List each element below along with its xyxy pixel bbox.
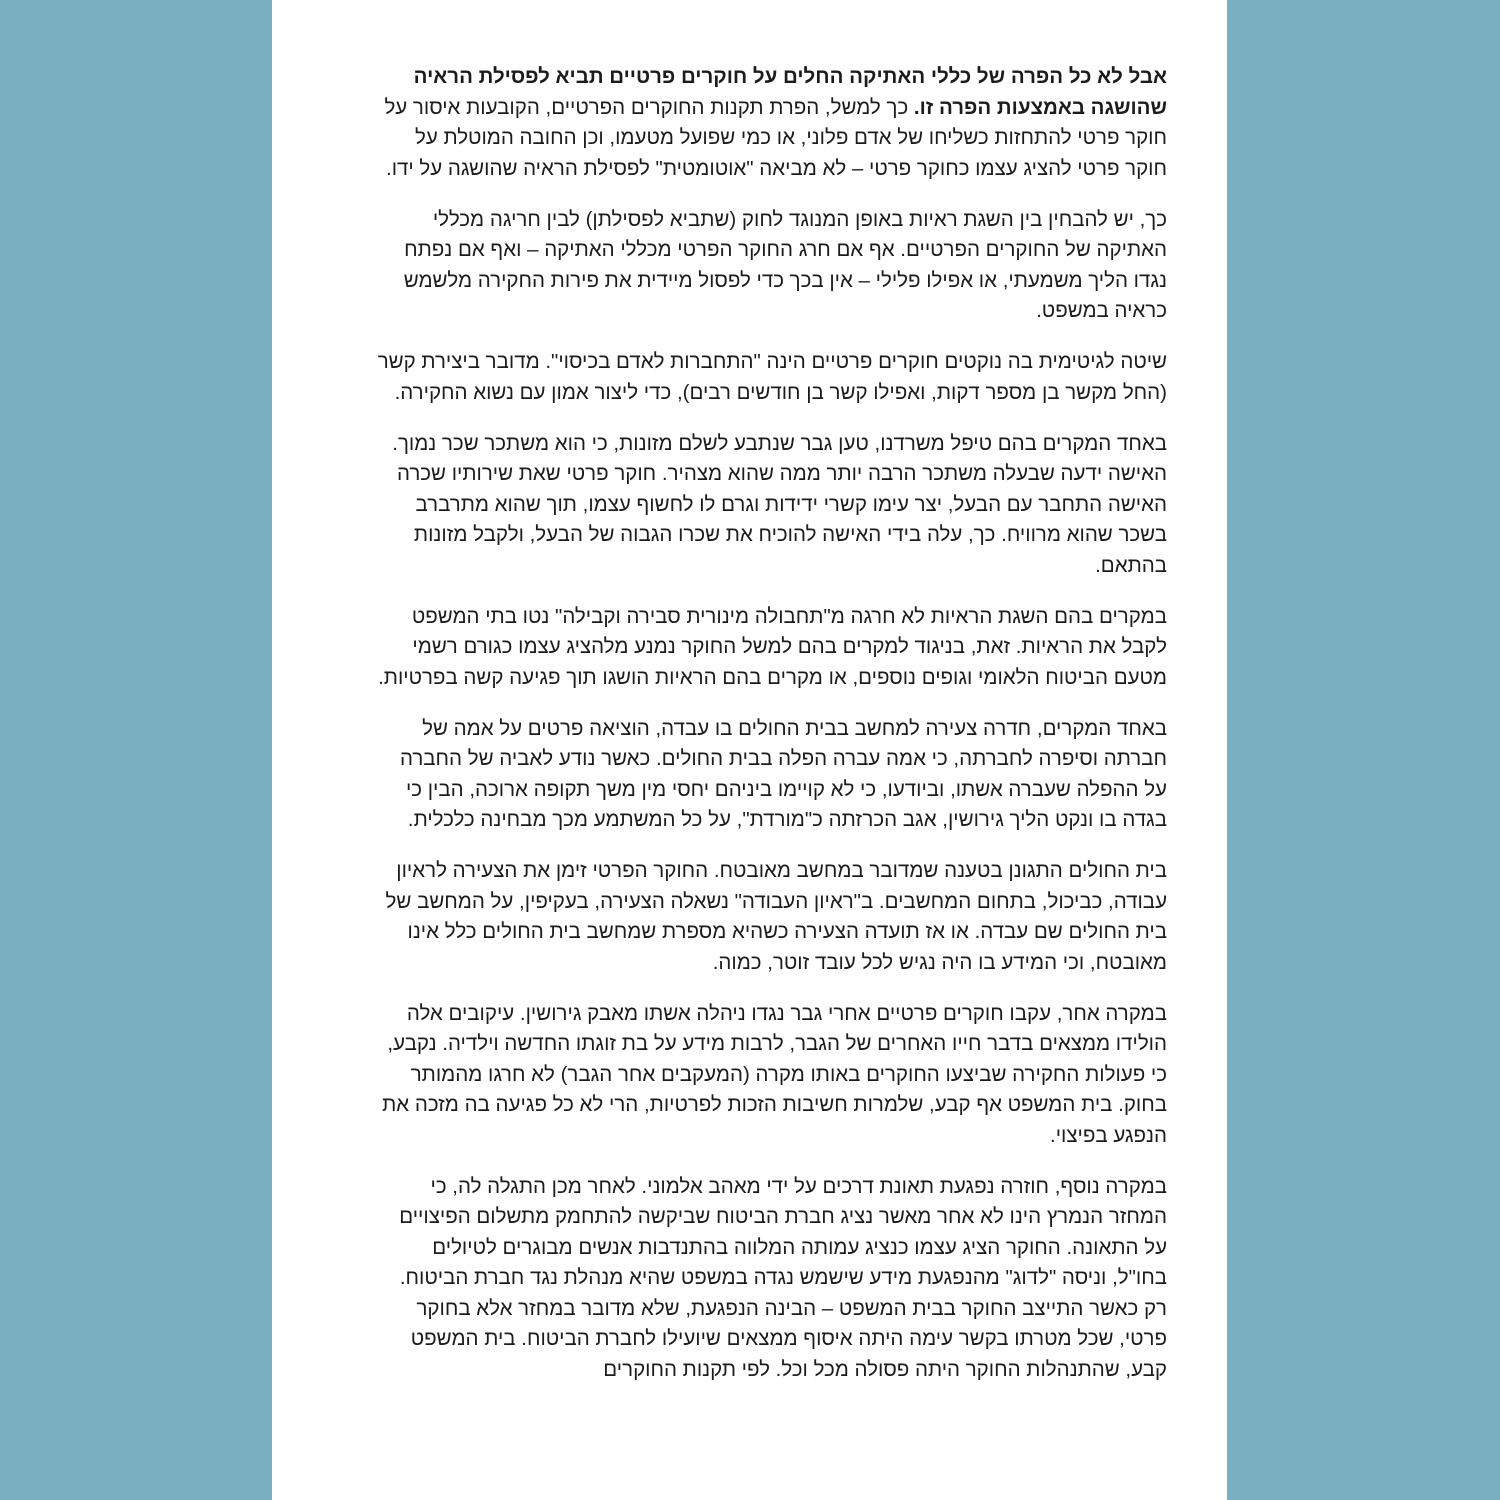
article-body <box>372 62 1167 1385</box>
paragraph-8: במקרה אחר, עקבו חוקרים פרטיים אחרי גבר נגדו ניהלה אשתו מאבק גירושין. עיקובים אלה הולידו ממצאים בדבר חייו האחרים של הגבר, לרבות מידע על בת זוגתו החדשה וילדיה. נקבע, כי פעולות החקירה שביצעו החוקרים באותו מקרה (המעקבים אחר הגבר) לא חרגו מהמותר בחוק. בית המשפט אף קבע, שלמרות חשיבות הזכות לפרטיות, הרי לא כל פגיעה בה מזכה את הנפגע בפיצוי. <box>382 1001 1167 1147</box>
bold-lead-sentence: אבל לא כל הפרה של כללי האתיקה החלים על חוקרים פרטיים תביא לפסילת הראיה שהושגה באמצעות הפרה זו. <box>413 65 1167 119</box>
paragraph-9: במקרה נוסף, חוזרה נפגעת תאונת דרכים על ידי מאהב אלמוני. לאחר מכן התגלה לה, כי המחזר הנמרץ הינו לא אחר מאשר נציג חברת הביטוח שביקשה להתחמק מתשלום הפיצויים על התאונה. החוקר הציג עצמו כנציג עמותה המלווה בהתנדבות אנשים מבוגרים לטיולים בחו"ל, וניסה "לדוג" מהנפגעת מידע שישמש נגדה במשפט שהיא מנהלת נגד חברת הביטוח. רק כאשר התייצב החוקר בבית המשפט – הבינה הנפגעת, שלא מדובר במחזר אלא בחוקר פרטי, שכל מטרתו בקשר עימה היתה איסוף ממצאים שיועילו לחברת הביטוח. בית המשפט קבע, שהתנהלות החוקר היתה פסולה מכל וכל. לפי תקנות החוקרים <box>399 1174 1167 1381</box>
paragraph-4: באחד המקרים בהם טיפל משרדנו, טען גבר שנתבע לשלם מזונות, כי הוא משתכר שכר נמוך. האישה ידעה שבעלה משתכר הרבה יותר ממה שהוא מצהיר. חוקר פרטי שאת שירותיו שכרה האישה התחבר עם הבעל, יצר עימו קשרי ידידות וגרם לו לחשוף עצמו, תוך שהוא מתרברב בשכר שהוא מרוויח. כך, עלה בידי האישה להוכיח את שכרו הגבוה של הבעל, ולקבל מזונות בהתאם. <box>392 431 1167 577</box>
paragraph-7: בית החולים התגונן בטענה שמדובר במחשב מאובטח. החוקר הפרטי זימן את הצעירה לראיון עבודה, כביכול, בתחום המחשבים. ב"ראיון העבודה" נשאלה הצעירה, בעקיפין, על המחשב של בית החולים שם עבדה. או אז תועדה הצעירה כשהיא מספרת שמחשב בית החולים כלל אינו מאובטח, וכי המידע בו היה נגיש לכל עובד זוטר, כמוה. <box>385 859 1167 974</box>
paragraph-text: כך למשל, הפרת תקנות החוקרים הפרטיים, הקובעות איסור על חוקר פרטי להתחזות כשליחו של אדם פלוני, או כמי שפועל מטעמו, וכן החובה המוטלת על חוקר פרטי להציג עצמו כחוקר פרטי – לא מביאה "אוטומטית" לפסילת הראיה שהושגה על ידו. <box>384 95 1167 180</box>
document-page <box>272 0 1227 1500</box>
paragraph-6: באחד המקרים, חדרה צעירה למחשב בבית החולים בו עבדה, הוציאה פרטים על אמה של חברתה וסיפרה לחברתה, כי אמה עברה הפלה בבית החולים. כאשר נודע לאביה של החברה על ההפלה שעברה אשתו, וביודעו, כי לא קויימו ביניהם יחסי מין משך תקופה ארוכה, הבין כי בגדה בו ונקט הליך גירושין, אגב הכרזתה כ"מורדת", על כל המשתמע מכך מבחינה כלכלית. <box>399 716 1167 831</box>
paragraph-3: שיטה לגיטימית בה נוקטים חוקרים פרטיים הינה "התחברות לאדם בכיסוי". מדובר ביצירת קשר (החל מקשר בן מספר דקות, ואפילו קשר בן חודשים רבים), כדי ליצור אמון עם נשוא החקירה. <box>377 350 1167 404</box>
paragraph-1 <box>372 62 1167 184</box>
paragraph-2: כך, יש להבחין בין השגת ראיות באופן המנוגד לחוק (שתביא לפסילתן) לבין חריגה מכללי האתיקה של החוקרים הפרטיים. אף אם חרג החוקר הפרטי מכללי האתיקה – ואף אם נפתח נגדו הליך משמעתי, או אפילו פלילי – אין בכך כדי לפסול מיידית את פירות החקירה מלשמש כראיה במשפט. <box>403 207 1167 322</box>
paragraph-5: במקרים בהם השגת הראיות לא חרגה מ"תחבולה מינורית סבירה וקבילה" נטו בתי המשפט לקבל את הראיות. זאת, בניגוד למקרים בהם למשל החוקר נמנע מלהציג עצמו כגורם רשמי מטעם הביטוח הלאומי וגופים נוספים, או מקרים בהם הראיות הושגו תוך פגיעה קשה בפרטיות. <box>378 604 1167 689</box>
